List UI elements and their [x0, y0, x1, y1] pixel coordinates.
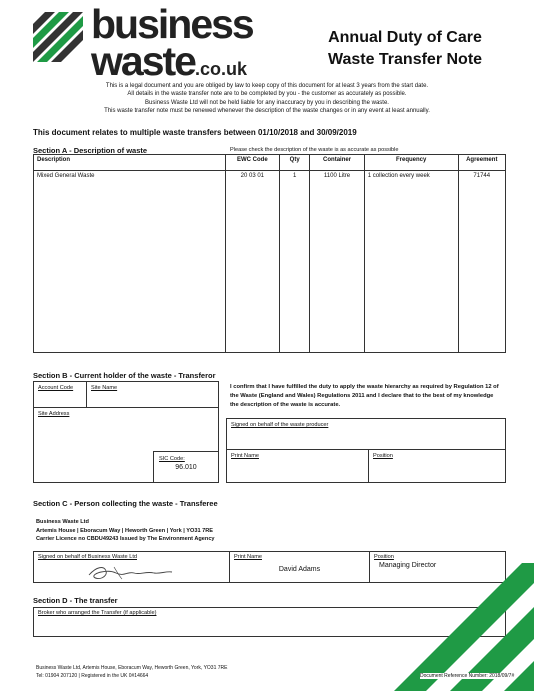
carrier-print-name-value: David Adams	[278, 566, 321, 573]
footer-line-1: Business Waste Ltd, Artemis House, Eboracum Way, Heworth Green, York, YO31 7RE	[36, 665, 228, 671]
title-line-1: Annual Duty of Care	[328, 29, 482, 46]
site-name-field[interactable]	[86, 381, 219, 408]
footer-line-2: Tel: 01904 207120 | Registered in the UK 0#14664	[36, 673, 149, 679]
sic-code-box	[153, 451, 219, 483]
carrier-signed-label: Signed on behalf of Business Waste Ltd	[38, 554, 137, 560]
table-row	[34, 171, 506, 353]
col-description: Description	[34, 155, 226, 171]
cell-ewc-code: 20 03 01	[225, 171, 279, 353]
logo-stripes-icon	[33, 12, 83, 62]
site-address-label: Site Address	[38, 411, 70, 417]
producer-position-field[interactable]	[368, 449, 506, 483]
col-agreement: Agreement	[458, 155, 505, 171]
title-line-2: Waste Transfer Note	[327, 51, 483, 68]
producer-signed-label: Signed on behalf of the waste producer	[231, 422, 329, 428]
cell-agreement: 71744	[458, 171, 505, 353]
logo-suffix: .co.uk	[194, 59, 247, 79]
cell-qty: 1	[280, 171, 310, 353]
section-a-heading: Section A - Description of waste	[33, 146, 148, 155]
col-frequency: Frequency	[364, 155, 458, 171]
section-c-heading: Section C - Person collecting the waste - Transferee	[33, 499, 218, 508]
col-qty: Qty	[280, 155, 310, 171]
intro-text	[0, 82, 534, 115]
handwritten-signature-icon	[84, 561, 174, 583]
hierarchy-confirmation: I confirm that I have fulfilled the duty to apply the waste hierarchy as required by Regulation 12 of the Waste (England and Wales) Regulations 2011 and I declare that to the best of my knowledge the description of the waste is accurate.	[230, 384, 499, 408]
producer-signature-field[interactable]	[226, 418, 506, 450]
carrier-print-name-field[interactable]	[229, 551, 370, 583]
carrier-licence: Carrier Licence no CBDU49243 Issued by The Environment Agency	[36, 536, 215, 542]
carrier-signature-field[interactable]	[33, 551, 230, 583]
site-name-label: Site Name	[91, 385, 118, 391]
sic-code-label: SIC Code:	[159, 456, 185, 462]
carrier-position-value: Managing Director	[379, 562, 437, 569]
footer-company	[36, 664, 227, 680]
producer-print-name-label: Print Name	[231, 453, 259, 459]
section-a-note: Please check the description of the waste is as accurate as possible	[230, 147, 399, 153]
carrier-print-name-label: Print Name	[234, 554, 262, 560]
sic-code-value: 96.010	[175, 464, 197, 471]
broker-label: Broker who arranged the Transfer (if applicable)	[38, 610, 157, 616]
cell-description: Mixed General Waste	[34, 171, 226, 353]
table-header-row	[34, 155, 506, 171]
section-d-heading: Section D - The transfer	[33, 596, 118, 605]
intro-line: Business Waste Ltd will not be held liable for any inaccuracy by you in describing the waste.	[145, 99, 389, 106]
col-ewc-code: EWC Code	[225, 155, 279, 171]
cell-container: 1100 Litre	[310, 171, 364, 353]
section-b-heading: Section B - Current holder of the waste - Transferor	[33, 371, 216, 380]
document-title	[300, 27, 510, 71]
carrier-position-label: Position	[374, 554, 394, 560]
carrier-address: Artemis House | Eboracum Way | Heworth Green | York | YO31 7RE	[36, 527, 214, 534]
relates-statement: This document relates to multiple waste transfers between 01/10/2018 and 30/09/2019	[33, 128, 357, 137]
logo-wordmark-waste: waste.co.uk	[91, 38, 247, 84]
carrier-company: Business Waste Ltd	[36, 519, 89, 525]
intro-line: This waste transfer note must be renewed whenever the description of the waste changes or in any event at least annually.	[104, 107, 430, 114]
intro-line: All details in the waste transfer note are to be completed by you - the customer as accurately as possible.	[127, 91, 407, 98]
account-code-field[interactable]	[33, 381, 87, 408]
logo-wordmark-business: business	[91, 1, 253, 47]
col-container: Container	[310, 155, 364, 171]
waste-description-table	[33, 154, 506, 353]
producer-print-name-field[interactable]	[226, 449, 369, 483]
account-code-label: Account Code	[38, 385, 74, 391]
carrier-details	[36, 518, 215, 544]
cell-frequency: 1 collection every week	[364, 171, 458, 353]
brand-stripes-icon	[394, 563, 534, 691]
intro-line: This is a legal document and you are obliged by law to keep copy of this document for at least 3 years from the start date.	[105, 83, 429, 89]
producer-position-label: Position	[373, 453, 393, 459]
document-reference: Document Reference Number: 2018/09/7#	[420, 673, 515, 679]
